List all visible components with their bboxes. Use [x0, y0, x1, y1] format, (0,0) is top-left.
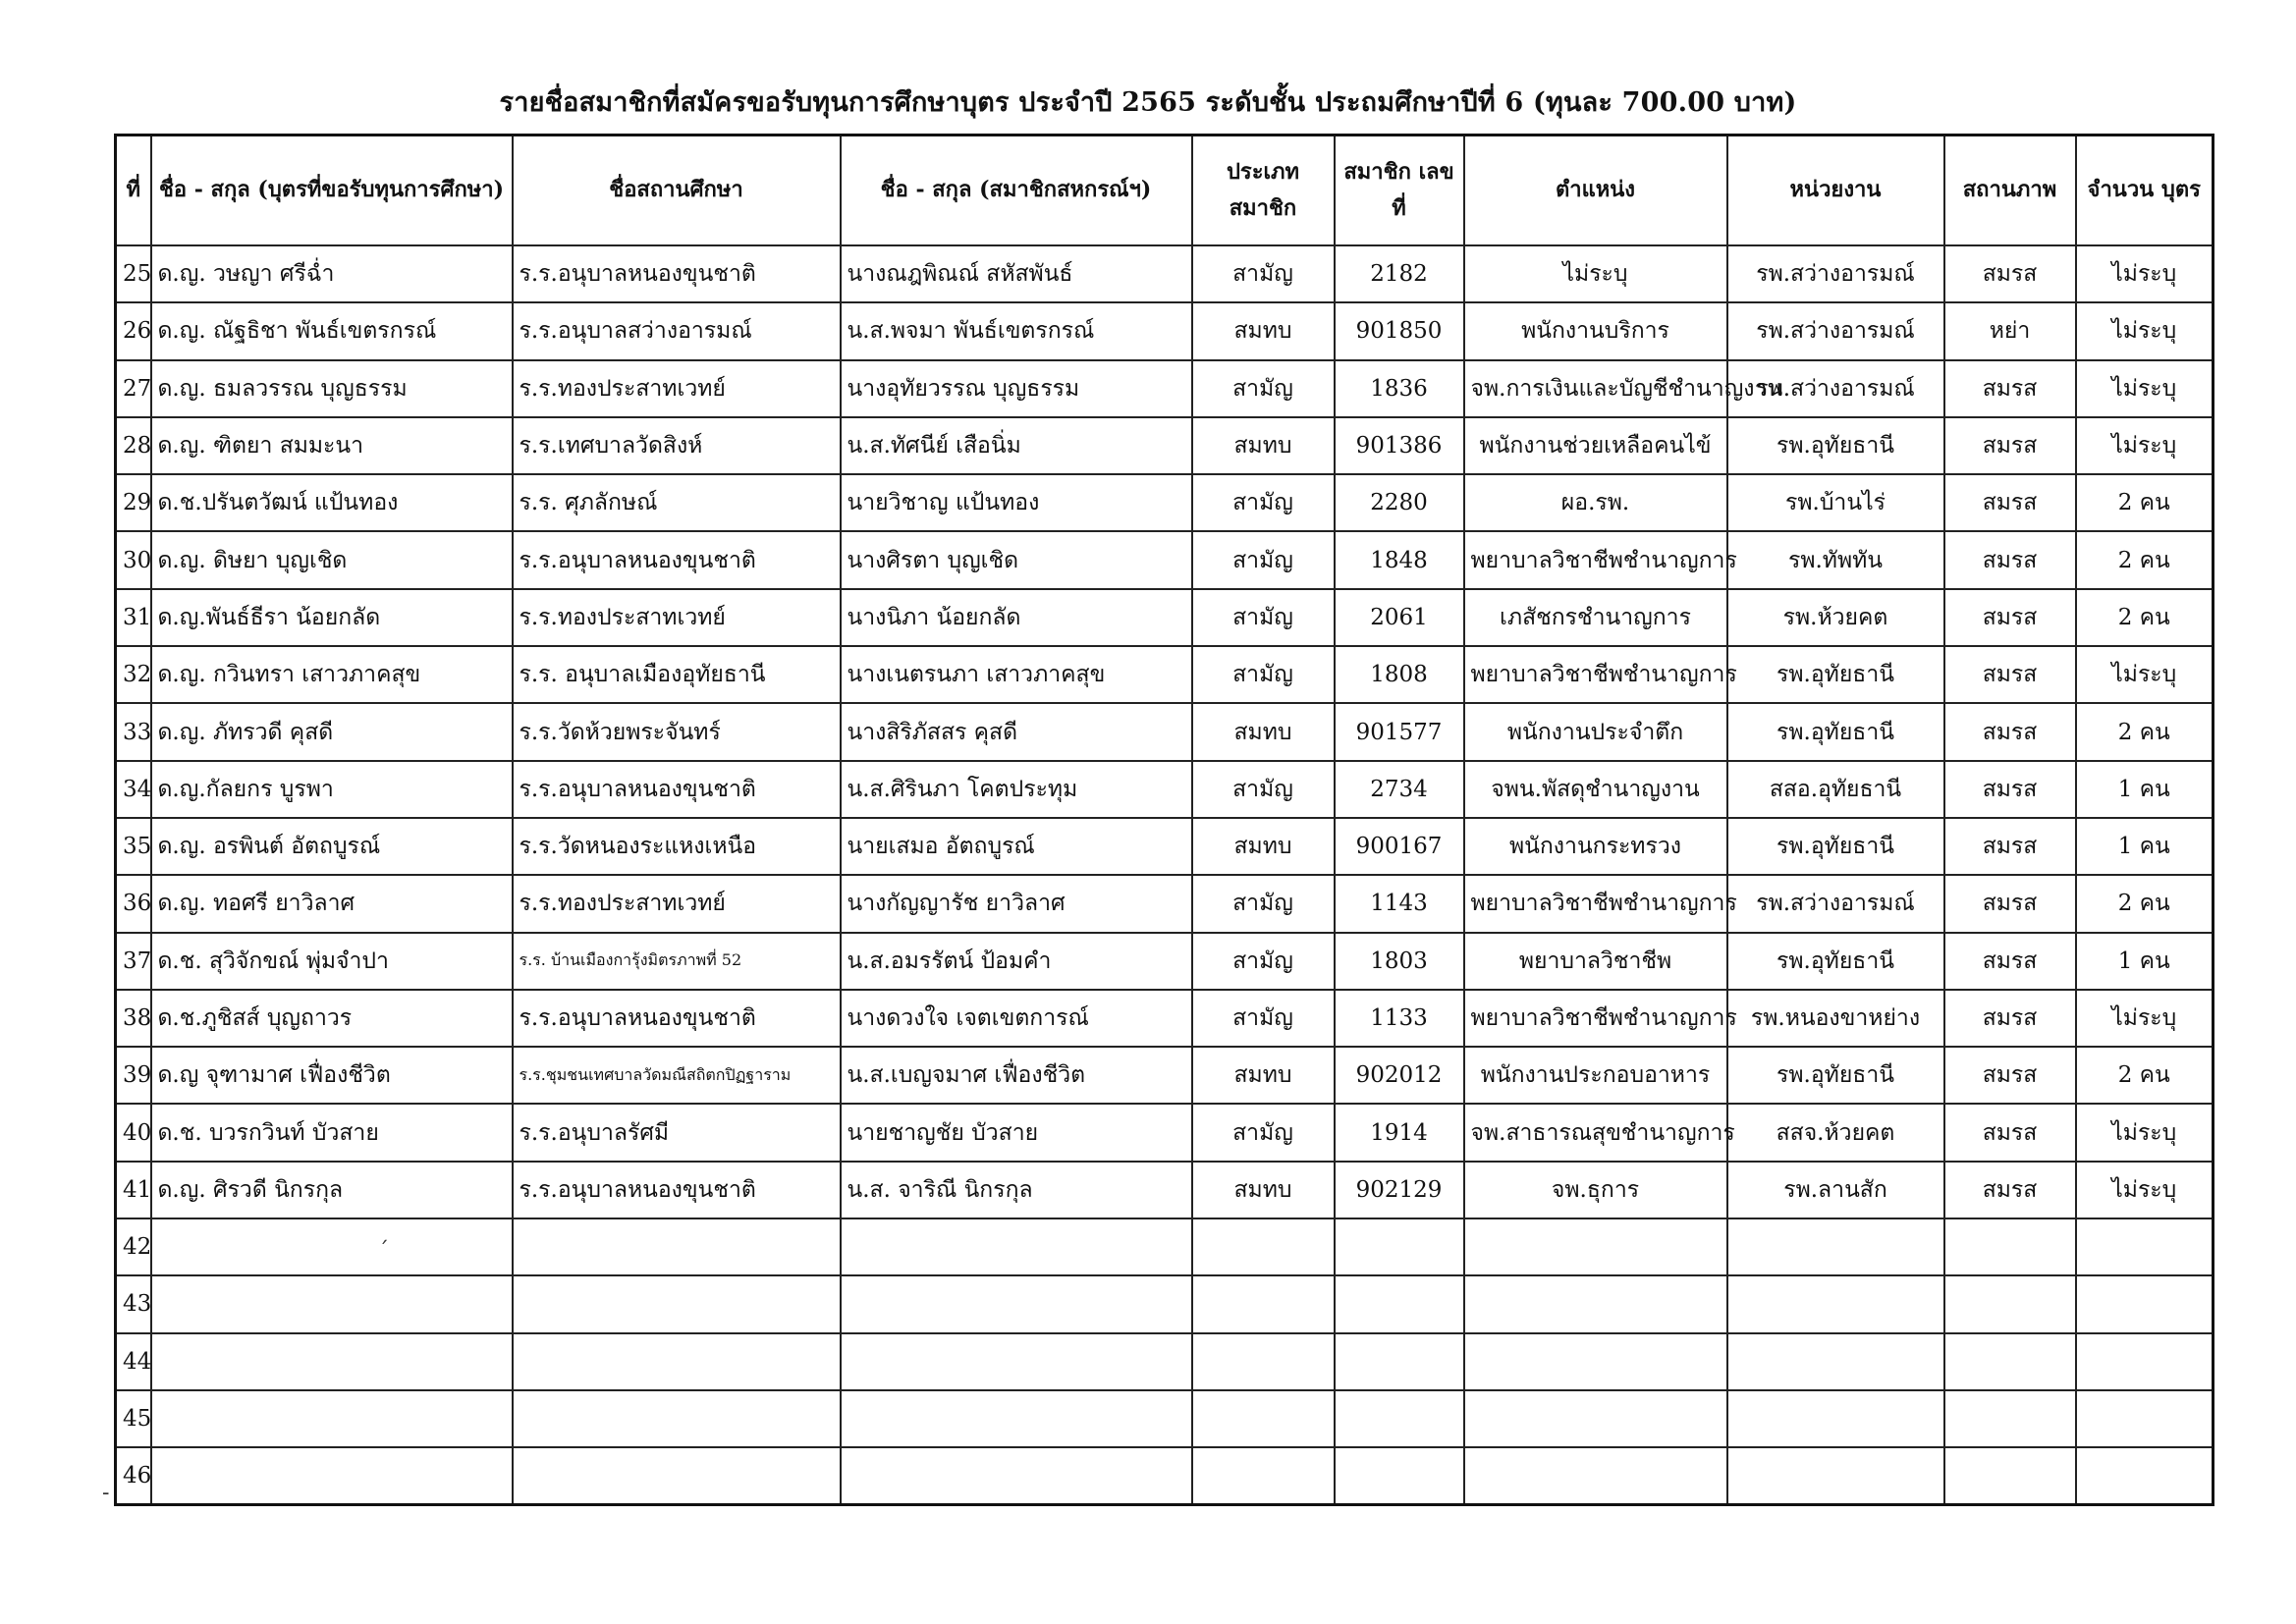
member-id-cell: 1808	[1335, 646, 1464, 703]
position-cell	[1464, 1275, 1727, 1332]
position-cell: พนักงานกระทรวง	[1464, 818, 1727, 875]
position-cell: จพ.สาธารณสุขชำนาญการ	[1464, 1104, 1727, 1161]
member-type-cell	[1192, 1218, 1335, 1275]
row-number: 43	[116, 1275, 151, 1332]
member-id-cell: 1803	[1335, 933, 1464, 990]
child-name-cell: ด.ญ จุฑามาศ เฟื่องชีวิต	[151, 1047, 513, 1104]
member-type-cell: สามัญ	[1192, 933, 1335, 990]
member-id-cell: 901386	[1335, 417, 1464, 474]
table-row	[116, 589, 2214, 646]
status-cell: สมรส	[1944, 703, 2076, 760]
child-name-cell: ด.ญ. ศิรวดี นิกรกุล	[151, 1162, 513, 1218]
children-count-cell: ไม่ระบุ	[2076, 245, 2214, 302]
row-number: 41	[116, 1162, 151, 1218]
row-number: 34	[116, 761, 151, 818]
row-number: 38	[116, 990, 151, 1047]
unit-cell: รพ.สว่างอารมณ์	[1727, 302, 1944, 359]
unit-cell	[1727, 1390, 1944, 1447]
status-cell	[1944, 1390, 2076, 1447]
status-cell	[1944, 1218, 2076, 1275]
row-number: 26	[116, 302, 151, 359]
child-name-cell: ด.ญ. ณัฐธิชา พันธ์เขตรกรณ์	[151, 302, 513, 359]
member-id-cell: 1914	[1335, 1104, 1464, 1161]
children-count-cell: 1 คน	[2076, 818, 2214, 875]
unit-cell: รพ.อุทัยธานี	[1727, 933, 1944, 990]
child-name-cell	[151, 1390, 513, 1447]
member-type-cell: สมทบ	[1192, 417, 1335, 474]
status-cell: สมรส	[1944, 875, 2076, 932]
position-cell: พนักงานช่วยเหลือคนไข้	[1464, 417, 1727, 474]
position-cell: พยาบาลวิชาชีพชำนาญการ	[1464, 990, 1727, 1047]
member-id-cell: 2734	[1335, 761, 1464, 818]
row-number: 35	[116, 818, 151, 875]
child-name-cell: ด.ช.ภูชิสส์ บุญถาวร	[151, 990, 513, 1047]
table-header-row	[116, 135, 2214, 246]
row-number: 46	[116, 1447, 151, 1504]
member-type-cell: สมทบ	[1192, 1162, 1335, 1218]
member-id-cell	[1335, 1447, 1464, 1504]
header-member-id: สมาชิก เลขที่	[1335, 135, 1464, 246]
member-name-cell	[841, 1390, 1192, 1447]
member-name-cell: น.ส.พจมา พันธ์เขตรกรณ์	[841, 302, 1192, 359]
header-children-count: จำนวน บุตร	[2076, 135, 2214, 246]
table-row	[116, 417, 2214, 474]
children-count-cell: 2 คน	[2076, 474, 2214, 531]
member-id-cell: 900167	[1335, 818, 1464, 875]
children-count-cell: 2 คน	[2076, 875, 2214, 932]
unit-cell: สสจ.ห้วยคต	[1727, 1104, 1944, 1161]
member-type-cell: สมทบ	[1192, 1047, 1335, 1104]
unit-cell: รพ.บ้านไร่	[1727, 474, 1944, 531]
position-cell: พนักงานบริการ	[1464, 302, 1727, 359]
status-cell: หย่า	[1944, 302, 2076, 359]
children-count-cell: 2 คน	[2076, 1047, 2214, 1104]
scholarship-roster-table	[114, 134, 2214, 1506]
member-id-cell: 901850	[1335, 302, 1464, 359]
member-name-cell: นายชาญชัย บัวสาย	[841, 1104, 1192, 1161]
children-count-cell	[2076, 1275, 2214, 1332]
school-cell	[513, 1333, 841, 1390]
table-row	[116, 1390, 2214, 1447]
children-count-cell: ไม่ระบุ	[2076, 1162, 2214, 1218]
position-cell: จพ.การเงินและบัญชีชำนาญงาน	[1464, 360, 1727, 417]
member-name-cell: นางนิภา น้อยกลัด	[841, 589, 1192, 646]
child-name-cell	[151, 1275, 513, 1332]
position-cell: ผอ.รพ.	[1464, 474, 1727, 531]
school-cell: ร.ร.อนุบาลหนองขุนชาติ	[513, 990, 841, 1047]
member-type-cell: สามัญ	[1192, 646, 1335, 703]
row-number: 30	[116, 531, 151, 588]
unit-cell	[1727, 1333, 1944, 1390]
unit-cell	[1727, 1447, 1944, 1504]
member-type-cell	[1192, 1275, 1335, 1332]
document-title: รายชื่อสมาชิกที่สมัครขอรับทุนการศึกษาบุตร ประจำปี 2565 ระดับชั้น ประถมศึกษาปีที่ 6 (ทุนละ 700.00 บาท)	[499, 87, 1797, 118]
unit-cell: รพ.อุทัยธานี	[1727, 818, 1944, 875]
child-name-cell: ด.ช. บวรกวินท์ บัวสาย	[151, 1104, 513, 1161]
member-id-cell: 2182	[1335, 245, 1464, 302]
row-number: 31	[116, 589, 151, 646]
school-cell: ร.ร.ทองประสาทเวทย์	[513, 589, 841, 646]
member-id-cell: 901577	[1335, 703, 1464, 760]
child-name-cell: ด.ญ. กวินทรา เสาวภาคสุข	[151, 646, 513, 703]
child-name-cell: ด.ญ. ฑิตยา สมมะนา	[151, 417, 513, 474]
table-row	[116, 875, 2214, 932]
table-row	[116, 818, 2214, 875]
school-cell	[513, 1390, 841, 1447]
member-id-cell	[1335, 1390, 1464, 1447]
member-id-cell	[1335, 1333, 1464, 1390]
member-name-cell: นางเนตรนภา เสาวภาคสุข	[841, 646, 1192, 703]
children-count-cell: 1 คน	[2076, 933, 2214, 990]
status-cell	[1944, 1275, 2076, 1332]
unit-cell: รพ.อุทัยธานี	[1727, 646, 1944, 703]
row-number: 45	[116, 1390, 151, 1447]
row-number: 27	[116, 360, 151, 417]
table-body	[116, 245, 2214, 1505]
row-number: 42	[116, 1218, 151, 1275]
school-cell: ร.ร. บ้านเมืองการุ้งมิตรภาพที่ 52	[513, 933, 841, 990]
status-cell: สมรส	[1944, 474, 2076, 531]
member-name-cell: นายเสมอ อัตถบูรณ์	[841, 818, 1192, 875]
member-name-cell: นางอุทัยวรรณ บุญธรรม	[841, 360, 1192, 417]
school-cell	[513, 1218, 841, 1275]
school-cell: ร.ร.อนุบาลหนองขุนชาติ	[513, 245, 841, 302]
status-cell: สมรส	[1944, 360, 2076, 417]
unit-cell: รพ.สว่างอารมณ์	[1727, 875, 1944, 932]
child-name-cell: ด.ญ. วษญา ศรีฉ่ำ	[151, 245, 513, 302]
table-row	[116, 1333, 2214, 1390]
header-member-name: ชื่อ - สกุล (สมาชิกสหกรณ์ฯ)	[841, 135, 1192, 246]
child-name-cell	[151, 1218, 513, 1275]
school-cell: ร.ร. อนุบาลเมืองอุทัยธานี	[513, 646, 841, 703]
row-number: 25	[116, 245, 151, 302]
header-member-type: ประเภท สมาชิก	[1192, 135, 1335, 246]
header-child-name: ชื่อ - สกุล (บุตรที่ขอรับทุนการศึกษา)	[151, 135, 513, 246]
children-count-cell: ไม่ระบุ	[2076, 1104, 2214, 1161]
table-row	[116, 360, 2214, 417]
member-name-cell: นายวิชาญ แป้นทอง	[841, 474, 1192, 531]
children-count-cell	[2076, 1390, 2214, 1447]
member-name-cell: น.ส.ทัศนีย์ เสือนิ่ม	[841, 417, 1192, 474]
status-cell: สมรส	[1944, 818, 2076, 875]
status-cell: สมรส	[1944, 245, 2076, 302]
children-count-cell: 2 คน	[2076, 703, 2214, 760]
school-cell: ร.ร.ทองประสาทเวทย์	[513, 875, 841, 932]
table-row	[116, 933, 2214, 990]
status-cell: สมรส	[1944, 990, 2076, 1047]
row-number: 32	[116, 646, 151, 703]
member-type-cell: สามัญ	[1192, 360, 1335, 417]
table-row	[116, 302, 2214, 359]
position-cell	[1464, 1447, 1727, 1504]
table-row	[116, 703, 2214, 760]
stray-tick-mark: ˊ	[378, 1239, 389, 1264]
header-position: ตำแหน่ง	[1464, 135, 1727, 246]
member-id-cell: 1133	[1335, 990, 1464, 1047]
unit-cell: สสอ.อุทัยธานี	[1727, 761, 1944, 818]
unit-cell: รพ.ลานสัก	[1727, 1162, 1944, 1218]
school-cell: ร.ร.ชุมชนเทศบาลวัดมณีสถิตกปิฏฐาราม	[513, 1047, 841, 1104]
school-cell: ร.ร.อนุบาลสว่างอารมณ์	[513, 302, 841, 359]
member-name-cell	[841, 1275, 1192, 1332]
table-row	[116, 646, 2214, 703]
status-cell: สมรส	[1944, 761, 2076, 818]
children-count-cell: ไม่ระบุ	[2076, 990, 2214, 1047]
member-type-cell: สามัญ	[1192, 1104, 1335, 1161]
unit-cell: รพ.อุทัยธานี	[1727, 417, 1944, 474]
member-name-cell: นางสิริภัสสร คุสดี	[841, 703, 1192, 760]
status-cell: สมรส	[1944, 933, 2076, 990]
child-name-cell: ด.ญ.กัลยกร บูรพา	[151, 761, 513, 818]
unit-cell: รพ.อุทัยธานี	[1727, 703, 1944, 760]
child-name-cell: ด.ญ. ดิษยา บุญเชิด	[151, 531, 513, 588]
unit-cell	[1727, 1275, 1944, 1332]
member-name-cell: น.ส.เบญจมาศ เฟื่องชีวิต	[841, 1047, 1192, 1104]
child-name-cell: ด.ญ.พันธ์ธีรา น้อยกลัด	[151, 589, 513, 646]
table-row	[116, 1218, 2214, 1275]
member-id-cell	[1335, 1275, 1464, 1332]
unit-cell: รพ.หนองขาหย่าง	[1727, 990, 1944, 1047]
table-row	[116, 1162, 2214, 1218]
member-name-cell	[841, 1447, 1192, 1504]
unit-cell: รพ.ห้วยคต	[1727, 589, 1944, 646]
children-count-cell	[2076, 1333, 2214, 1390]
table-row	[116, 1447, 2214, 1504]
member-id-cell: 2061	[1335, 589, 1464, 646]
position-cell: พยาบาลวิชาชีพ	[1464, 933, 1727, 990]
row-number: 36	[116, 875, 151, 932]
member-type-cell: สามัญ	[1192, 531, 1335, 588]
member-name-cell: น.ส. จาริณี นิกรกุล	[841, 1162, 1192, 1218]
school-cell: ร.ร.ทองประสาทเวทย์	[513, 360, 841, 417]
member-type-cell: สามัญ	[1192, 761, 1335, 818]
children-count-cell	[2076, 1447, 2214, 1504]
member-id-cell	[1335, 1218, 1464, 1275]
status-cell: สมรส	[1944, 589, 2076, 646]
status-cell: สมรส	[1944, 646, 2076, 703]
child-name-cell	[151, 1447, 513, 1504]
status-cell: สมรส	[1944, 1162, 2076, 1218]
table-row	[116, 531, 2214, 588]
row-number: 33	[116, 703, 151, 760]
unit-cell: รพ.อุทัยธานี	[1727, 1047, 1944, 1104]
member-type-cell: สมทบ	[1192, 302, 1335, 359]
children-count-cell: 1 คน	[2076, 761, 2214, 818]
member-id-cell: 1848	[1335, 531, 1464, 588]
member-type-cell: สามัญ	[1192, 875, 1335, 932]
stray-dash-mark: -	[102, 1481, 110, 1505]
member-type-cell	[1192, 1447, 1335, 1504]
school-cell	[513, 1447, 841, 1504]
position-cell: พยาบาลวิชาชีพชำนาญการ	[1464, 875, 1727, 932]
member-type-cell	[1192, 1333, 1335, 1390]
school-cell: ร.ร.เทศบาลวัดสิงห์	[513, 417, 841, 474]
status-cell: สมรส	[1944, 1047, 2076, 1104]
school-cell	[513, 1275, 841, 1332]
position-cell: ไม่ระบุ	[1464, 245, 1727, 302]
child-name-cell: ด.ช. สุวิจักขณ์ พุ่มจำปา	[151, 933, 513, 990]
table-row	[116, 245, 2214, 302]
child-name-cell	[151, 1333, 513, 1390]
position-cell: จพน.พัสดุชำนาญงาน	[1464, 761, 1727, 818]
child-name-cell: ด.ญ. ทอศรี ยาวิลาศ	[151, 875, 513, 932]
unit-cell: รพ.สว่างอารมณ์	[1727, 245, 1944, 302]
header-school: ชื่อสถานศึกษา	[513, 135, 841, 246]
unit-cell: รพ.สว่างอารมณ์	[1727, 360, 1944, 417]
member-name-cell	[841, 1333, 1192, 1390]
position-cell	[1464, 1218, 1727, 1275]
member-id-cell: 902129	[1335, 1162, 1464, 1218]
status-cell: สมรส	[1944, 1104, 2076, 1161]
status-cell: สมรส	[1944, 531, 2076, 588]
child-name-cell: ด.ช.ปรันตวัฒน์ แป้นทอง	[151, 474, 513, 531]
school-cell: ร.ร.วัดหนองระแหงเหนือ	[513, 818, 841, 875]
member-name-cell: นางศิรตา บุญเชิด	[841, 531, 1192, 588]
header-no: ที่	[116, 135, 151, 246]
member-type-cell	[1192, 1390, 1335, 1447]
school-cell: ร.ร.อนุบาลหนองขุนชาติ	[513, 1162, 841, 1218]
member-type-cell: สามัญ	[1192, 589, 1335, 646]
member-type-cell: สมทบ	[1192, 818, 1335, 875]
child-name-cell: ด.ญ. ภัทรวดี คุสดี	[151, 703, 513, 760]
member-type-cell: สามัญ	[1192, 474, 1335, 531]
table-row	[116, 1047, 2214, 1104]
child-name-cell: ด.ญ. อรพินต์ อัตถบูรณ์	[151, 818, 513, 875]
table-row	[116, 1104, 2214, 1161]
member-id-cell: 1143	[1335, 875, 1464, 932]
row-number: 39	[116, 1047, 151, 1104]
member-name-cell: นางณฎพิณณ์ สหัสพันธ์	[841, 245, 1192, 302]
school-cell: ร.ร.อนุบาลหนองขุนชาติ	[513, 761, 841, 818]
children-count-cell: ไม่ระบุ	[2076, 646, 2214, 703]
children-count-cell	[2076, 1218, 2214, 1275]
member-name-cell: น.ส.อมรรัตน์ ป้อมคำ	[841, 933, 1192, 990]
member-type-cell: สมทบ	[1192, 703, 1335, 760]
school-cell: ร.ร.อนุบาลรัศมี	[513, 1104, 841, 1161]
position-cell: พนักงานประกอบอาหาร	[1464, 1047, 1727, 1104]
member-name-cell	[841, 1218, 1192, 1275]
status-cell: สมรส	[1944, 417, 2076, 474]
table-row	[116, 990, 2214, 1047]
position-cell: เภสัชกรชำนาญการ	[1464, 589, 1727, 646]
unit-cell: รพ.ทัพทัน	[1727, 531, 1944, 588]
member-name-cell: นางดวงใจ เจตเขตการณ์	[841, 990, 1192, 1047]
children-count-cell: 2 คน	[2076, 531, 2214, 588]
member-id-cell: 1836	[1335, 360, 1464, 417]
table-row	[116, 761, 2214, 818]
member-id-cell: 902012	[1335, 1047, 1464, 1104]
school-cell: ร.ร.วัดห้วยพระจันทร์	[513, 703, 841, 760]
table-row	[116, 474, 2214, 531]
position-cell	[1464, 1390, 1727, 1447]
table-row	[116, 1275, 2214, 1332]
row-number: 29	[116, 474, 151, 531]
member-type-cell: สามัญ	[1192, 245, 1335, 302]
row-number: 40	[116, 1104, 151, 1161]
position-cell: พยาบาลวิชาชีพชำนาญการ	[1464, 646, 1727, 703]
school-cell: ร.ร.อนุบาลหนองขุนชาติ	[513, 531, 841, 588]
status-cell	[1944, 1447, 2076, 1504]
header-status: สถานภาพ	[1944, 135, 2076, 246]
status-cell	[1944, 1333, 2076, 1390]
position-cell: จพ.ธุการ	[1464, 1162, 1727, 1218]
row-number: 28	[116, 417, 151, 474]
member-name-cell: น.ส.ศิรินภา โคตประทุม	[841, 761, 1192, 818]
member-type-cell: สามัญ	[1192, 990, 1335, 1047]
children-count-cell: 2 คน	[2076, 589, 2214, 646]
position-cell: พยาบาลวิชาชีพชำนาญการ	[1464, 531, 1727, 588]
child-name-cell: ด.ญ. ธมลวรรณ บุญธรรม	[151, 360, 513, 417]
position-cell: พนักงานประจำตึก	[1464, 703, 1727, 760]
school-cell: ร.ร. ศุภลักษณ์	[513, 474, 841, 531]
header-unit: หน่วยงาน	[1727, 135, 1944, 246]
children-count-cell: ไม่ระบุ	[2076, 360, 2214, 417]
member-name-cell: นางกัญญารัช ยาวิลาศ	[841, 875, 1192, 932]
children-count-cell: ไม่ระบุ	[2076, 302, 2214, 359]
member-id-cell: 2280	[1335, 474, 1464, 531]
row-number: 44	[116, 1333, 151, 1390]
row-number: 37	[116, 933, 151, 990]
unit-cell	[1727, 1218, 1944, 1275]
children-count-cell: ไม่ระบุ	[2076, 417, 2214, 474]
position-cell	[1464, 1333, 1727, 1390]
